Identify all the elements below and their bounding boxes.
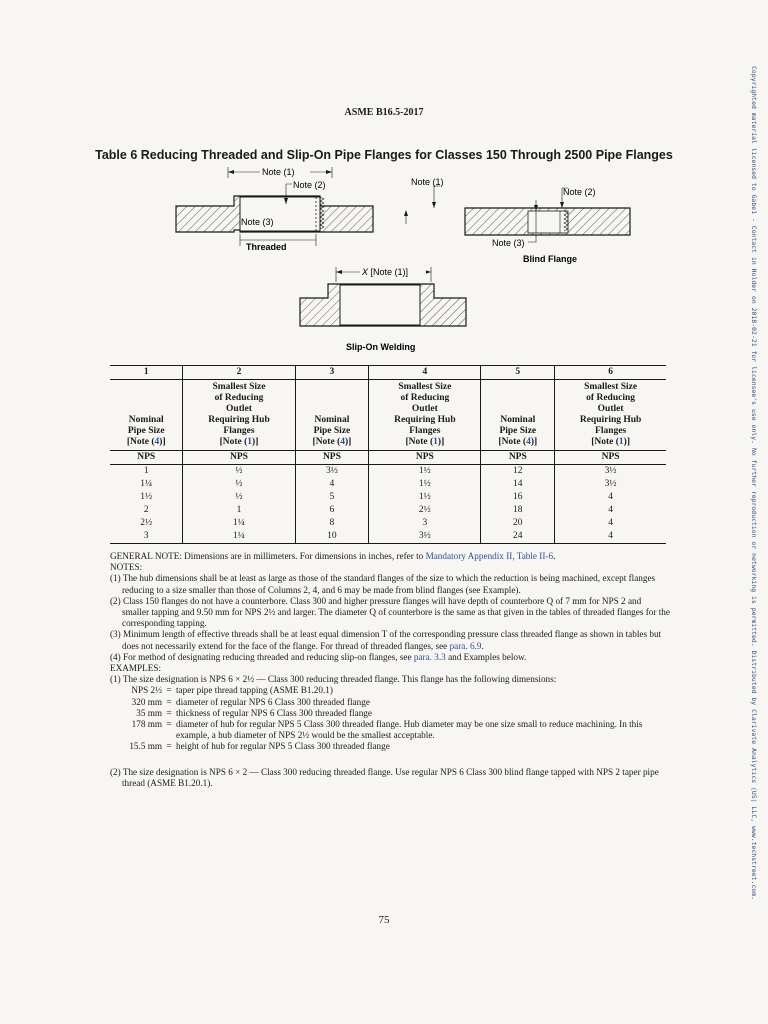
watermark-text: Copyrighted material licensed to Gabe1 - Contact in Holder on 2018-02-21 for licensee's use only. No further reproduction or networking is permitted. Distributed by Clarivate Analytics (US) LLC, www.techstreet.com. — [750, 66, 758, 901]
threaded-note2-label: Note (2) — [293, 180, 326, 190]
table-row — [110, 491, 666, 504]
col-number: 4 — [369, 366, 481, 380]
blind-note3-label: Note (3) — [492, 238, 525, 248]
col-number: 1 — [110, 366, 183, 380]
header-note-ref — [371, 437, 478, 448]
table-cell: 5 — [295, 491, 369, 504]
header-line: Nominal — [128, 415, 164, 425]
header-line: of Reducing — [586, 393, 635, 403]
notes-section — [110, 551, 670, 789]
table-cell: 4 — [295, 478, 369, 491]
note-pre: [Note ( — [312, 437, 341, 447]
page-number: 75 — [378, 914, 390, 926]
table-cell: 1½ — [369, 478, 481, 491]
dimension-row — [110, 697, 670, 708]
unit-cell: NPS — [481, 451, 555, 465]
blind-flange-drawing — [411, 177, 630, 264]
table-cell: 18 — [481, 504, 555, 517]
dimension-text: height of hub for regular NPS 5 Class 300 threaded flange — [176, 741, 390, 752]
unit-cell: NPS — [110, 451, 183, 465]
col-header-nominal-1 — [110, 380, 183, 451]
note-2: (2) Class 150 flanges do not have a counterbore. Class 300 and higher pressure flanges will have depth of counterbore Q of 7 mm for NPS 2 and smaller tapping and 9.50 mm for NPS 2½ and larger. The diameter Q of counterbore is the same as that given in the tables of threaded flanges for the corresponding tapping. — [110, 595, 670, 629]
header-line: Outlet — [226, 404, 252, 414]
dimension-text: thickness of regular NPS 6 Class 300 threaded flange — [176, 707, 372, 718]
note-1: (1) The hub dimensions shall be at least as large as those of the standard flanges of the size to which the reduction is being machined, except flanges reducing to a size smaller than those of Columns 2, 4, and 6 may be made from blind flanges (see Example). — [110, 573, 656, 595]
appendix-link[interactable]: Mandatory Appendix II, Table II-6 — [425, 551, 554, 561]
dimension-text: diameter of hub for regular NPS 5 Class 300 threaded flange. Hub diameter may be one size small to reduce machining. In this example, a hub diameter of NPS 2½ would be the smallest acceptable. — [176, 719, 643, 741]
note-pre: [Note ( — [405, 437, 434, 447]
table-cell: ½ — [183, 478, 295, 491]
table-row — [110, 504, 666, 517]
dimension-row — [110, 719, 670, 741]
table-cell: 16 — [481, 491, 555, 504]
para-3-3-link[interactable]: para. 3.3 — [413, 651, 446, 662]
note-post: )] — [252, 437, 259, 447]
equals-sign: = — [166, 685, 172, 696]
notes-heading: NOTES: — [110, 562, 143, 573]
header-line: Smallest Size — [212, 382, 266, 392]
general-note — [110, 551, 670, 562]
header-line: Flanges — [409, 426, 441, 436]
slipon-x-italic: X — [362, 267, 369, 277]
table-row — [110, 530, 666, 544]
example-2: (2) The size designation is NPS 6 × 2 — Class 300 reducing threaded flange. Use regular NPS 6 Class 300 blind flange tapped with NPS 2 taper pipe thread (ASME B1.20.1). — [110, 766, 659, 788]
header-line: Flanges — [595, 426, 627, 436]
table-cell: 3½ — [295, 465, 369, 479]
col-header-nominal-5 — [481, 380, 555, 451]
note-post: )] — [159, 437, 166, 447]
units-row — [110, 451, 666, 465]
header-line: Requiring Hub — [208, 415, 270, 425]
table-cell: ½ — [183, 491, 295, 504]
threaded-note1-label: Note (1) — [262, 167, 295, 177]
header-line: Smallest Size — [398, 382, 452, 392]
table-cell: 6 — [295, 504, 369, 517]
slipon-caption: Slip-On Welding — [346, 342, 416, 352]
table-cell: 1½ — [369, 491, 481, 504]
note-3-text: (3) Minimum length of effective threads shall be at least equal dimension T of the corresponding pressure class threaded flange as shown in tables but does not necessarily extend for the face of the flange. For thread of threaded flanges, see — [110, 629, 662, 651]
note-pre: [Note ( — [219, 437, 248, 447]
table-title: Table 6 Reducing Threaded and Slip-On Pipe Flanges for Classes 150 Through 2500 Pipe Flanges — [95, 148, 673, 162]
note-3-end: . — [481, 640, 484, 651]
blind-note1-label: Note (1) — [411, 177, 444, 187]
unit-cell: NPS — [183, 451, 295, 465]
column-header-row — [110, 380, 666, 451]
note-link[interactable]: 1 — [433, 437, 438, 447]
dimension-value: 178 mm — [131, 719, 162, 730]
table-cell: 3½ — [369, 530, 481, 544]
header-line: Smallest Size — [584, 382, 638, 392]
table-cell: 2 — [143, 505, 149, 515]
col-number: 5 — [481, 366, 555, 380]
table-cell: 1½ — [140, 492, 153, 502]
note-4-end: and Examples below. — [445, 651, 527, 662]
table-cell: 8 — [295, 517, 369, 530]
table-cell: 1 — [183, 504, 295, 517]
unit-cell: NPS — [295, 451, 369, 465]
note-link[interactable]: 4 — [154, 437, 160, 447]
header-line: Outlet — [597, 404, 624, 414]
flange-figures — [110, 164, 670, 364]
note-pre: [Note ( — [126, 437, 155, 447]
header-line: Flanges — [223, 426, 255, 436]
table-cell: 4 — [555, 530, 666, 544]
reducing-flange-table — [110, 365, 666, 544]
dimension-row — [110, 708, 670, 719]
note-link[interactable]: 4 — [526, 437, 531, 447]
table-cell: 1¼ — [183, 517, 295, 530]
table-cell: ½ — [183, 465, 295, 479]
header-line: Pipe Size — [313, 426, 351, 436]
threaded-note3-label: Note (3) — [241, 217, 274, 227]
col-header-smallest-2 — [183, 380, 295, 451]
table-cell: 2½ — [369, 504, 481, 517]
table-cell: 24 — [481, 530, 555, 544]
table-cell: 4 — [555, 504, 666, 517]
header-line: of Reducing — [214, 393, 264, 403]
dimension-row — [110, 685, 670, 696]
header-line: Pipe Size — [499, 426, 537, 436]
col-number: 3 — [295, 366, 369, 380]
dimension-value: NPS 2½ — [131, 685, 162, 696]
note-link[interactable]: 4 — [340, 437, 345, 447]
header-note-ref — [185, 437, 292, 448]
unit-cell: NPS — [369, 451, 481, 465]
table-cell: 2½ — [140, 518, 153, 528]
threaded-flange-drawing — [176, 166, 408, 252]
note-post: )] — [344, 437, 352, 447]
blind-note2-label: Note (2) — [563, 187, 596, 197]
dimension-value: 35 mm — [136, 707, 162, 718]
dimension-text: diameter of regular NPS 6 Class 300 threaded flange — [176, 696, 370, 707]
header-line: Nominal — [314, 415, 350, 425]
header-line: of Reducing — [400, 393, 450, 403]
header-line: Pipe Size — [127, 426, 165, 436]
col-number: 2 — [183, 366, 295, 380]
general-note-text: Dimensions are in millimeters. For dimensions in inches, refer to — [181, 551, 426, 561]
threaded-caption: Threaded — [246, 242, 287, 252]
dimension-row — [110, 741, 670, 752]
note-link[interactable]: 1 — [247, 437, 253, 447]
equals-sign: = — [166, 719, 172, 730]
table-cell: 20 — [481, 517, 555, 530]
header-note-ref — [483, 437, 552, 448]
header-line: Outlet — [411, 404, 438, 414]
copyright-watermark — [747, 66, 761, 901]
slipon-x-note: [Note (1)] — [368, 267, 409, 277]
note-post: )] — [530, 437, 538, 447]
table-cell: 1¼ — [140, 479, 153, 489]
col-number: 6 — [555, 366, 666, 380]
table-row — [110, 517, 666, 530]
unit-cell: NPS — [555, 451, 666, 465]
examples-heading: EXAMPLES: — [110, 663, 162, 674]
note-4 — [110, 652, 670, 663]
table-cell: 1¼ — [183, 530, 295, 544]
note-4-text: (4) For method of designating reducing threaded and reducing slip-on flanges, see — [110, 651, 414, 662]
table-cell: 1½ — [369, 465, 481, 479]
table-cell: 3½ — [555, 465, 666, 479]
para-6-9-link[interactable]: para. 6.9 — [449, 640, 482, 651]
column-number-row — [110, 366, 666, 380]
table-cell: 4 — [555, 517, 666, 530]
equals-sign: = — [166, 741, 172, 752]
note-link[interactable]: 1 — [618, 437, 624, 447]
general-note-lead: GENERAL NOTE: — [110, 551, 182, 561]
col-header-smallest-4 — [369, 380, 481, 451]
dimension-text: taper pipe thread tapping (ASME B1.20.1) — [176, 685, 333, 696]
header-note-ref — [557, 437, 664, 448]
dimension-value: 15.5 mm — [129, 741, 162, 752]
table-row — [110, 478, 666, 491]
table-cell: 10 — [295, 530, 369, 544]
note-pre: [Note ( — [498, 437, 527, 447]
table-cell: 3 — [110, 530, 183, 544]
table-cell: 1 — [143, 466, 149, 476]
table-cell: 3½ — [555, 478, 666, 491]
general-note-end: . — [553, 551, 556, 561]
header-line: Requiring Hub — [579, 415, 642, 425]
table-cell: 4 — [555, 491, 666, 504]
example-1-dimensions — [110, 685, 670, 752]
header-line: Nominal — [500, 415, 536, 425]
note-post: )] — [623, 437, 630, 447]
header-note-ref — [298, 437, 367, 448]
document-header: ASME B16.5-2017 — [344, 107, 424, 118]
equals-sign: = — [166, 707, 172, 718]
header-note-ref — [112, 437, 180, 448]
slipon-x-label — [361, 267, 408, 277]
slipon-flange-drawing — [300, 266, 466, 352]
table-row — [110, 465, 666, 479]
slipon-bore — [340, 285, 420, 325]
header-line: Requiring Hub — [394, 415, 456, 425]
note-post: )] — [437, 437, 445, 447]
dimension-value: 320 mm — [131, 696, 162, 707]
table-cell: 3 — [369, 517, 481, 530]
table-cell: 12 — [481, 465, 555, 479]
equals-sign: = — [166, 696, 172, 707]
table-cell: 14 — [481, 478, 555, 491]
note-pre: [Note ( — [591, 437, 619, 447]
col-header-smallest-6 — [555, 380, 666, 451]
note-3 — [110, 629, 670, 651]
col-header-nominal-3 — [295, 380, 369, 451]
example-1: (1) The size designation is NPS 6 × 2½ — Class 300 reducing threaded flange. This flange has the following dimensions: — [110, 674, 557, 685]
blind-caption: Blind Flange — [523, 254, 577, 264]
